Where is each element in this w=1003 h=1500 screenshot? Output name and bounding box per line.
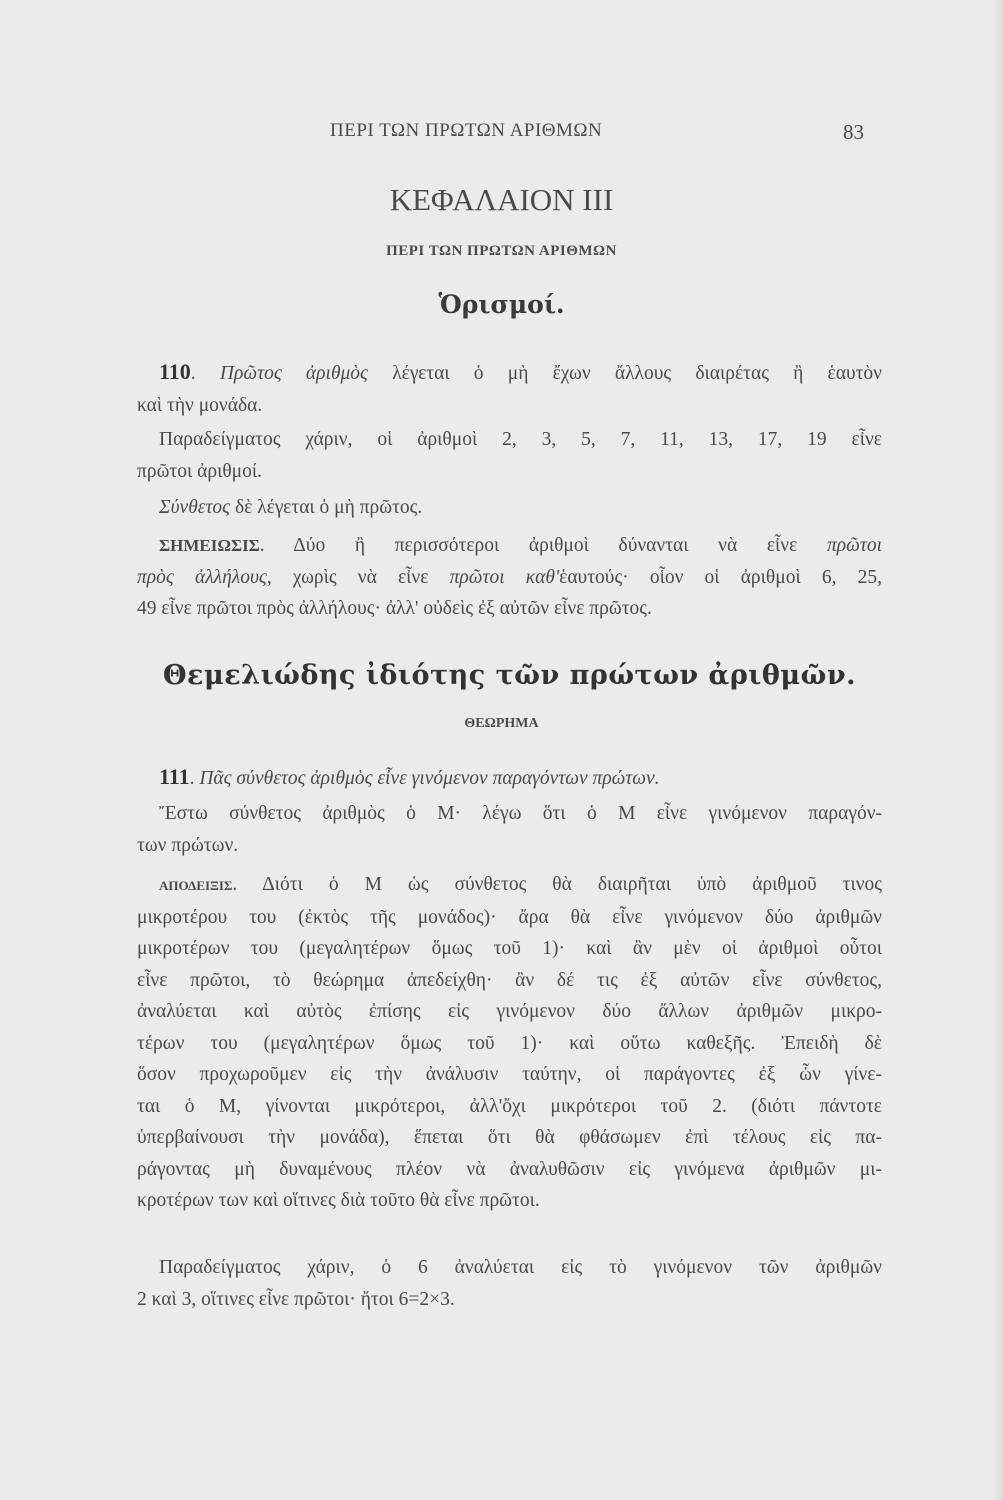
text-line [137, 1091, 882, 1123]
text-segment: ράγοντας μὴ δυναμένους πλέον νὰ ἀναλυθῶσιν εἰς γινόμενα ἀριθμῶν μι- [137, 1158, 882, 1180]
text-line [137, 562, 882, 594]
section-heading: Θεμελιώδης ἰδιότης τῶν πρώτων ἀριθμῶν. [163, 660, 856, 691]
page-number: 83 [843, 120, 864, 144]
text-segment: 110 [159, 359, 191, 384]
text-segment: ται ὁ Μ, γίνονται μικρότεροι, ἀλλ'ὄχι μικρότεροι τοῦ 2. (διότι πάντοτε [137, 1095, 882, 1117]
text-line [137, 965, 882, 997]
chapter-subtitle: ΠΕΡΙ ΤΩΝ ΠΡΩΤΩΝ ΑΡΙΘΜΩΝ [386, 243, 617, 259]
text-line [137, 390, 882, 422]
text-line [137, 1154, 882, 1186]
text-line [137, 902, 882, 934]
text-line [137, 869, 882, 902]
theorem-label: ΘΕΩΡΗΜΑ [464, 716, 539, 731]
text-segment: τέρων του (μεγαλητέρων ὅμως τοῦ 1)· καὶ οὕτω καθεξῆς. Ἐπειδὴ δὲ [137, 1032, 882, 1054]
text-segment: . [189, 768, 200, 789]
text-segment: Πᾶς σύνθετος ἀριθμὸς εἶνε γινόμενον παραγόντων πρώτων. [199, 768, 660, 789]
text-line [137, 530, 882, 562]
text-line [137, 356, 882, 390]
paragraph [137, 761, 882, 795]
text-segment: πρὸς ἀλλήλους [137, 566, 267, 588]
chapter-title: ΚΕΦΑΛΑΙΟΝ III [389, 182, 614, 217]
paragraph [137, 530, 882, 625]
page-edge [991, 0, 1003, 1500]
text-segment: . [190, 363, 220, 384]
text-line [137, 1185, 882, 1217]
text-segment: καὶ τὴν μονάδα. [137, 394, 263, 416]
text-segment: Σύνθετος [159, 497, 231, 518]
text-line [137, 456, 882, 488]
text-segment: 49 εἶνε πρῶτοι πρὸς ἀλλήλους· ἀλλ' οὐδεὶς ἐξ αὐτῶν εἶνε πρῶτος. [137, 598, 652, 619]
paragraph [137, 492, 882, 524]
text-segment: Παραδείγματος χάριν, ὁ 6 ἀναλύεται εἰς τὸ γινόμενον τῶν ἀριθμῶν [159, 1257, 882, 1278]
text-segment: των πρώτων. [137, 834, 239, 856]
text-line [137, 1028, 882, 1060]
text-segment: , χωρὶς νὰ εἶνε [266, 566, 450, 588]
text-segment: ὅσον προχωροῦμεν εἰς τὴν ἀνάλυσιν ταύτην, οἱ παράγοντες ἐξ ὧν γίνε- [137, 1064, 882, 1085]
paragraph [137, 356, 882, 421]
paragraph [137, 798, 882, 861]
text-segment: λέγεται ὁ μὴ ἔχων ἄλλους διαιρέτας ἢ ἑαυτὸν [367, 363, 882, 384]
text-line [137, 996, 882, 1028]
text-line [137, 424, 882, 456]
paragraph [137, 869, 882, 1217]
text-segment: ΑΠΟΔΕΙΞΙΣ [159, 878, 233, 893]
text-line [137, 1059, 882, 1091]
text-segment: 111 [159, 764, 190, 789]
definitions-heading: Ὁρισμοί. [438, 290, 565, 319]
text-line [137, 798, 882, 830]
text-segment: ἑαυτούς· οἷον οἱ ἀριθμοὶ 6, 25, [559, 566, 883, 588]
text-line [137, 593, 882, 625]
text-line [137, 761, 882, 795]
text-segment: Ἔστω σύνθετος ἀριθμὸς ὁ Μ· λέγω ὅτι ὁ Μ εἶνε γινόμενον παραγόν- [159, 803, 882, 824]
text-line [137, 1122, 882, 1154]
text-segment: . Διότι ὁ Μ ὡς σύνθετος θὰ διαιρῆται ὑπὸ ἀριθμοῦ τινος [232, 874, 882, 895]
text-segment: πρῶτοι [826, 535, 882, 556]
text-segment: πρῶτοι ἀριθμοί. [137, 460, 262, 482]
text-line [137, 933, 882, 965]
paragraph [137, 1252, 882, 1315]
running-title: ΠΕΡΙ ΤΩΝ ΠΡΩΤΩΝ ΑΡΙΘΜΩΝ [330, 120, 603, 141]
text-segment: μικροτέρου του (ἐκτὸς τῆς μονάδος)· ἄρα θὰ εἶνε γινόμενον δύο ἀριθμῶν [137, 906, 882, 928]
text-segment: κροτέρων των καὶ οἵτινες διὰ τοῦτο θὰ εἶνε πρῶτοι. [137, 1190, 540, 1211]
paragraph [137, 424, 882, 487]
text-segment: Πρῶτος ἀριθμὸς [219, 363, 368, 384]
text-segment: ὑπερβαίνουσι τὴν μονάδα), ἕπεται ὅτι θὰ φθάσωμεν ἐπὶ τέλους εἰς πα- [137, 1127, 882, 1148]
text-segment: ἀναλύεται καὶ αὐτὸς ἐπίσης εἰς γινόμενον δύο ἄλλων ἀριθμῶν μικρο- [137, 1001, 882, 1022]
text-line [137, 492, 882, 524]
text-segment: ΣΗΜΕΙΩΣΙΣ [159, 536, 260, 555]
text-line [137, 1284, 882, 1316]
text-segment: Παραδείγματος χάριν, οἱ ἀριθμοὶ 2, 3, 5, 7, 11, 13, 17, 19 εἶνε [159, 429, 882, 450]
text-line [137, 1252, 882, 1284]
text-line [137, 830, 882, 862]
text-segment: δὲ λέγεται ὁ μὴ πρῶτος. [230, 497, 423, 518]
text-segment: εἶνε πρῶτοι, τὸ θεώρημα ἀπεδείχθη· ἂν δέ τις ἐξ αὐτῶν εἶνε σύνθετος, [137, 969, 882, 991]
text-segment: μικροτέρων του (μεγαλητέρων ὅμως τοῦ 1)· καὶ ἂν μὲν οἱ ἀριθμοὶ οὗτοι [137, 938, 882, 959]
text-segment: πρῶτοι καθ' [449, 566, 560, 588]
text-segment: . Δύο ἢ περισσότεροι ἀριθμοὶ δύνανται νὰ εἶνε [259, 535, 827, 556]
text-segment: 2 καὶ 3, οἵτινες εἶνε πρῶτοι· ἤτοι 6=2×3. [137, 1288, 455, 1310]
